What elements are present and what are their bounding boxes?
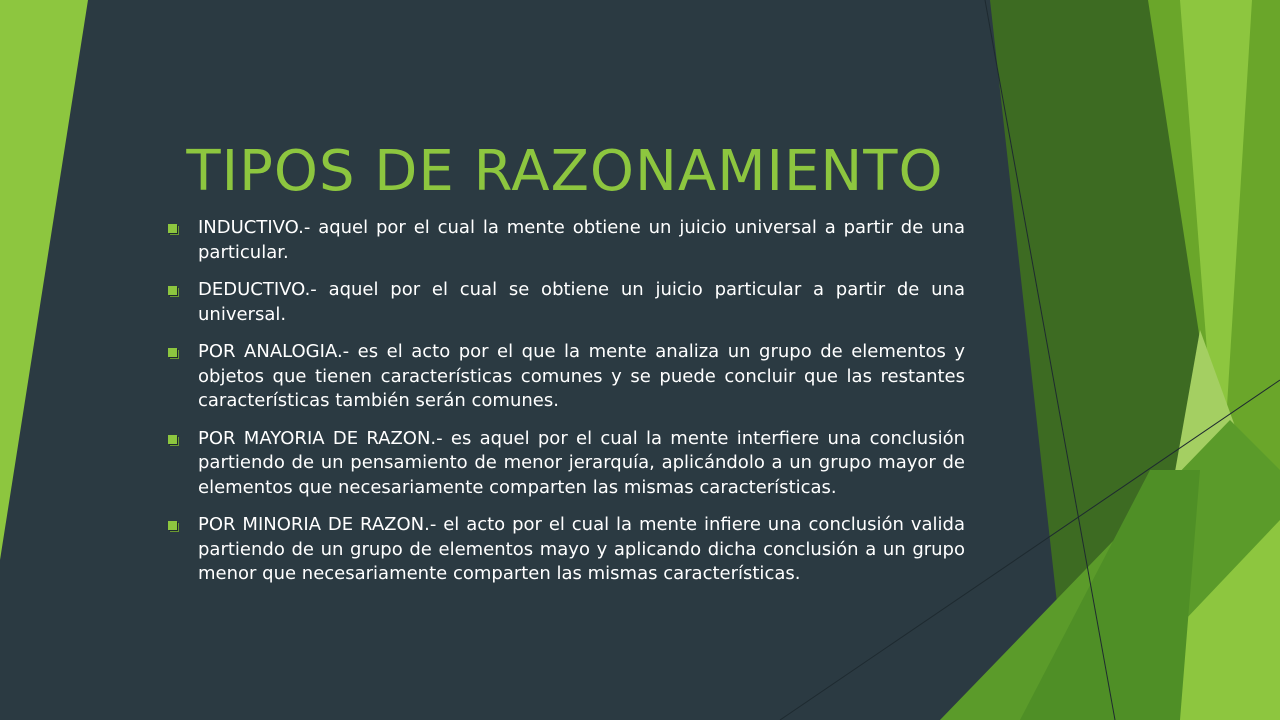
bullet-text: INDUCTIVO.- aquel por el cual la mente obtiene un juicio universal a partir de una particular.	[198, 217, 965, 263]
bullet-minoria-de-razon	[168, 513, 965, 587]
bullet-text: POR MINORIA DE RAZON.- el acto por el cual la mente infiere una conclusión valida partiendo de un grupo de elementos mayo y aplicando dicha conclusión a un grupo menor que necesariamente comparten las mismas características.	[198, 514, 965, 584]
bullet-text: POR ANALOGIA.- es el acto por el que la mente analiza un grupo de elementos y objetos que tienen características comunes y se puede concluir que las restantes características también serán comunes.	[198, 341, 965, 411]
bullet-text: POR MAYORIA DE RAZON.- es aquel por el cual la mente interfiere una conclusión partiendo de un pensamiento de menor jerarquía, aplicándolo a un grupo mayor de elementos que necesariamente comparten las mismas características.	[198, 427, 965, 498]
square-bullet-icon	[168, 286, 177, 295]
left-green-stripe	[0, 0, 88, 560]
square-bullet-icon	[168, 435, 177, 444]
square-bullet-icon	[168, 521, 177, 530]
square-bullet-icon	[168, 224, 177, 233]
bullet-mayoria-de-razon	[168, 427, 965, 501]
bullet-list	[168, 216, 965, 600]
bullet-analogia	[168, 340, 965, 414]
slide-title: TIPOS DE RAZONAMIENTO	[186, 139, 944, 204]
square-bullet-icon	[168, 348, 177, 357]
bullet-deductivo	[168, 278, 965, 327]
bullet-text: DEDUCTIVO.- aquel por el cual se obtiene un juicio particular a partir de una universal.	[198, 279, 965, 325]
bullet-inductivo	[168, 216, 965, 265]
